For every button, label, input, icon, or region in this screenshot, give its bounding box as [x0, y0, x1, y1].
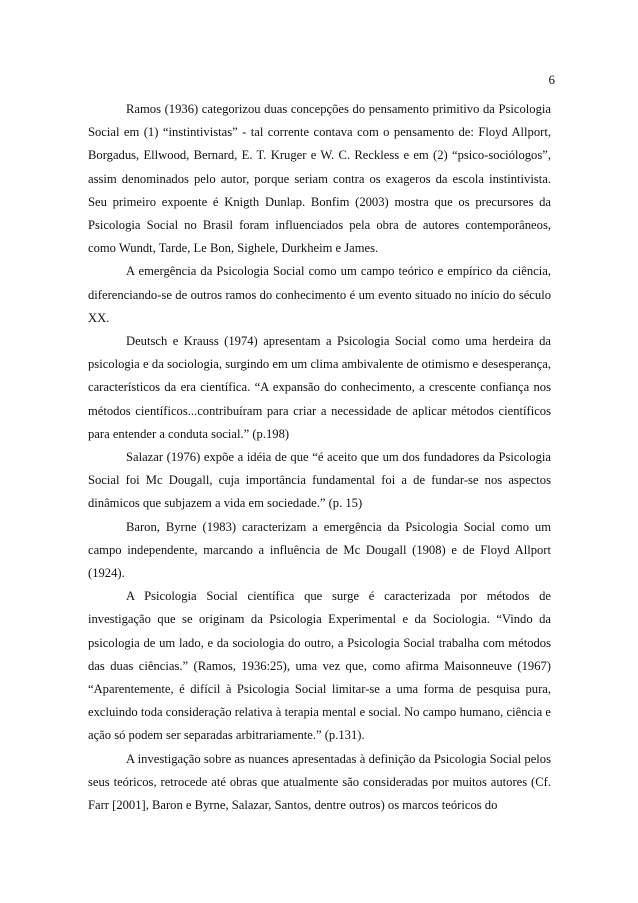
page-number: 6: [548, 72, 555, 87]
paragraph-baron-byrne: Baron, Byrne (1983) caracterizam a emergência da Psicologia Social como um campo independente, marcando a influência de Mc Dougall (1908) e de Floyd Allport (1924).: [88, 519, 551, 581]
paragraph-salazar: Salazar (1976) expõe a idéia de que “é aceito que um dos fundadores da Psicologia Social foi Mc Dougall, cuja importância fundamental foi a de fundar-se nos aspectos dinâmicos que subjazem a vida em sociedade.” (p. 15): [88, 450, 551, 511]
paragraph-ramos-1936: Ramos (1936) categorizou duas concepções do pensamento primitivo da Psicologia Social em (1) “instintivistas” - tal corrente contava com o pensamento de: Floyd Allport, Borgadus, Ellwood, Bernard, E. T. Kruger e W. C. Reckless e em (2) “psico-sociólogos”, assim denominados pelo autor, porque seriam contra os exageros da escola instintivista. Seu primeiro expoente é Knigth Dunlap. Bonfim (2003) mostra que os precursores da Psicologia Social no Brasil foram influenciados pela obra de autores contemporâneos, como Wundt, Tarde, Le Bon, Sighele, Durkheim e James.: [88, 102, 551, 256]
paragraph-deutsch-krauss: Deutsch e Krauss (1974) apresentam a Psicologia Social como uma herdeira da psicologia e da sociologia, surgindo em um clima ambivalente de otimismo e desesperança, característicos da era científica. “A expansão do conhecimento, a crescente confiança nos métodos científicos...contribuíram para criar a necessidade de aplicar métodos científicos para entender a conduta social.” (p.198): [88, 334, 551, 441]
paragraph-investigacao: A investigação sobre as nuances apresentadas à definição da Psicologia Social pelos seus teóricos, retrocede até obras que atualmente são consideradas por muitos autores (Cf. Farr [2001], Baron e Byrne, Salazar, Santos, dentre outros) os marcos teóricos do: [88, 751, 551, 813]
paragraph-psicologia-cientifica: A Psicologia Social científica que surge é caracterizada por métodos de investigação que se originam da Psicologia Experimental e da Sociologia. “Vindo da psicologia de um lado, e da sociologia do outro, a Psicologia Social trabalha com métodos das duas ciências.” (Ramos, 1936:25), uma vez que, como afirma Maisonneuve (1967) “Aparentemente, é difícil à Psicologia Social limitar-se a uma forma de pesquisa pura, excluindo toda consideração relativa à terapia mental e social. No campo humano, ciência e ação só podem ser separadas arbitrariamente.” (p.131).: [88, 589, 551, 743]
document-body: [88, 98, 551, 817]
paragraph-emergencia: A emergência da Psicologia Social como um campo teórico e empírico da ciência, diferenciando-se de outros ramos do conhecimento é um evento situado no início do século XX.: [88, 264, 551, 325]
